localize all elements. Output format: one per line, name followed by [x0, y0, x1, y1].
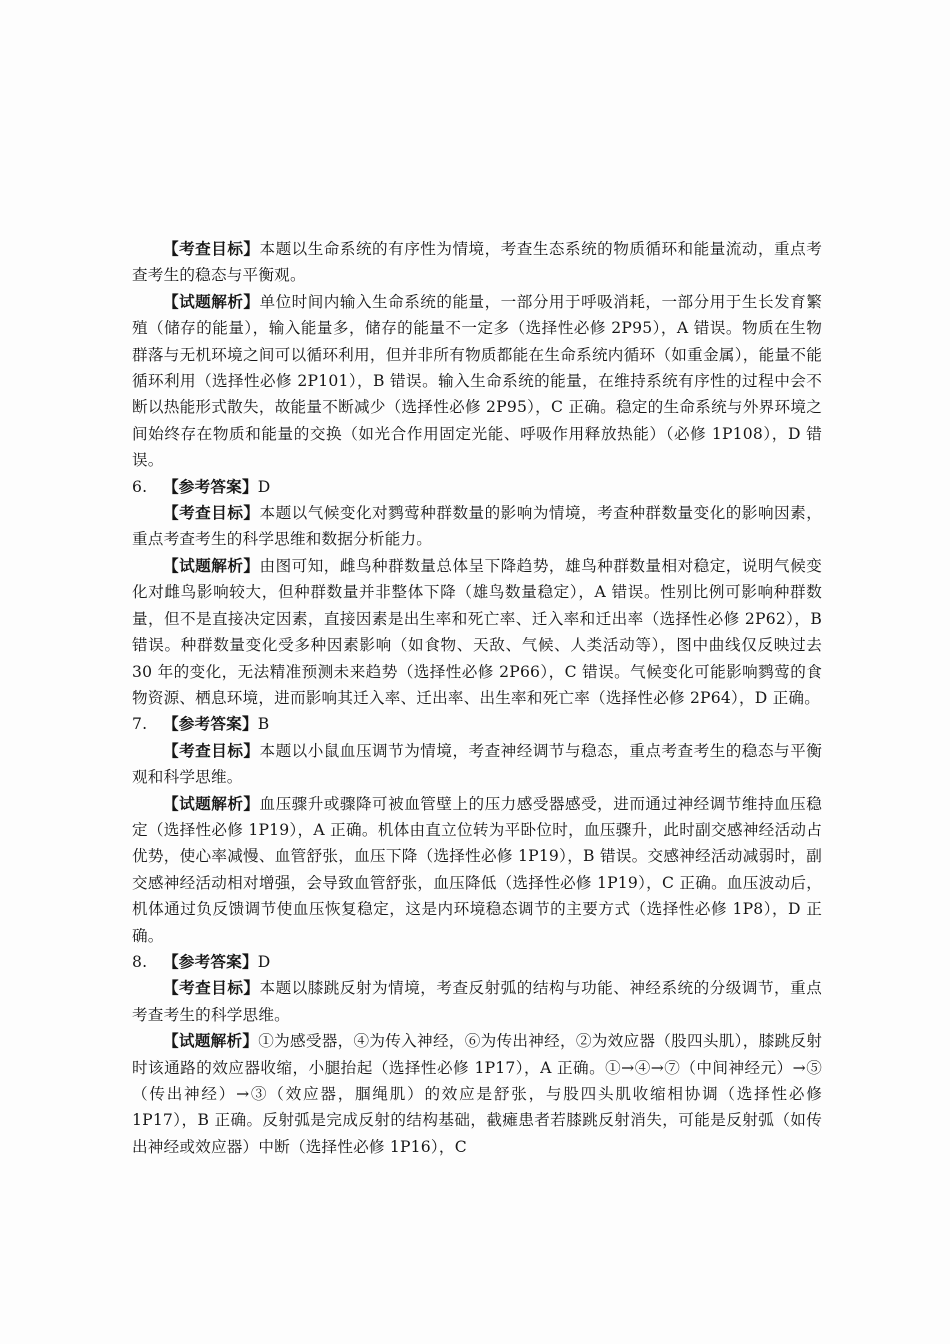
analysis-paragraph — [132, 791, 822, 949]
section-tag: 【考查目标】 — [163, 239, 260, 258]
section-tag: 【参考答案】 — [163, 714, 258, 734]
answer-line — [132, 949, 822, 975]
paragraph-text: 由图可知，雌鸟种群数量总体呈下降趋势，雄鸟种群数量相对稳定，说明气候变化对雌鸟影响较大，但种群数量并非整体下降（雄鸟数量稳定），A 错误。性别比例可影响种群数量，但不是直接决定因素，直接因素是出生率和死亡率、迁入率和迁出率（选择性必修 2P62），B 错误。种群数量变化受多种因素影响（如食物、天敌、气候、人类活动等），图中曲线仅反映过去 30 年的变化，无法精准预测未来趋势（选择性必修 2P66），C 错误。气候变化可能影响鹨莺的食物资源、栖息环境，进而影响其迁入率、迁出率、出生率和死亡率（选择性必修 2P64），D 正确。 — [132, 556, 822, 707]
question-number: 8. — [132, 952, 148, 971]
paragraph-text: 本题以小鼠血压调节为情境，考查神经调节与稳态，重点考查考生的稳态与平衡观和科学思维。 — [132, 741, 822, 787]
paragraph-text: B — [257, 715, 270, 734]
paragraph-text: ①为感受器，④为传入神经，⑥为传出神经，②为效应器（股四头肌），膝跳反射时该通路的效应器收缩，小腿抬起（选择性必修 1P17），A 正确。①→④→⑦（中间神经元）→⑤（传出神经）→③（效应器，腘绳肌）的效应是舒张，与股四头肌收缩相协调（选择性必修 1P17），B 正确。反射弧是完成反射的结构基础，截瘫患者若膝跳反射消失，可能是反射弧（如传出神经或效应器）中断（选择性必修 1P16），C — [132, 1032, 823, 1156]
question-number: 7. — [132, 715, 148, 734]
document-body — [132, 236, 822, 1160]
analysis-paragraph — [132, 500, 822, 553]
analysis-paragraph — [132, 553, 822, 711]
paragraph-text: 本题以生命系统的有序性为情境，考查生态系统的物质循环和能量流动，重点考查考生的稳态与平衡观。 — [132, 240, 822, 285]
section-tag: 【考查目标】 — [163, 978, 260, 998]
analysis-paragraph — [132, 738, 822, 791]
question-number: 6. — [132, 477, 148, 496]
paragraph-text: D — [257, 477, 271, 496]
paragraph-text: 血压骤升或骤降可被血管壁上的压力感受器感受，进而通过神经调节维持血压稳定（选择性必修 1P19），A 正确。机体由直立位转为平卧位时，血压骤升，此时副交感神经活动占优势，使心率减慢、血管舒张，血压下降（选择性必修 1P19），B 错误。交感神经活动减弱时，副交感神经活动相对增强，会导致血管舒张，血压降低（选择性必修 1P19），C 正确。血压波动后，机体通过负反馈调节使血压恢复稳定，这是内环境稳态调节的主要方式（选择性必修 1P8），D 正确。 — [132, 794, 822, 945]
analysis-paragraph — [132, 1028, 822, 1160]
section-tag: 【考查目标】 — [163, 503, 260, 523]
section-tag: 【试题解析】 — [163, 555, 260, 575]
answer-line — [132, 711, 822, 737]
paragraph-text: 本题以膝跳反射为情境，考查反射弧的结构与功能、神经系统的分级调节，重点考查考生的科学思维。 — [132, 979, 822, 1024]
section-tag: 【试题解析】 — [163, 291, 260, 311]
section-tag: 【考查目标】 — [163, 740, 260, 760]
paragraph-text: 本题以气候变化对鹨莺种群数量的影响为情境，考查种群数量变化的影响因素，重点考查考生的科学思维和数据分析能力。 — [132, 504, 822, 549]
section-tag: 【试题解析】 — [163, 793, 260, 813]
section-tag: 【参考答案】 — [163, 951, 258, 971]
answer-line — [132, 474, 822, 500]
paragraph-text: 单位时间内输入生命系统的能量，一部分用于呼吸消耗，一部分用于生长发育繁殖（储存的能量），输入能量多，储存的能量不一定多（选择性必修 2P95），A 错误。物质在生物群落与无机环境之间可以循环利用，但并非所有物质都能在生命系统内循环（如重金属），能量不能循环利用（选择性必修 2P101），B 错误。输入生命系统的能量，在维持系统有序性的过程中会不断以热能形式散失，故能量不断减少（选择性必修 2P95），C 正确。稳定的生命系统与外界环境之间始终存在物质和能量的交换（如光合作用固定光能、呼吸作用释放热能）（必修 1P108），D 错误。 — [132, 292, 822, 470]
analysis-paragraph — [132, 289, 822, 474]
section-tag: 【参考答案】 — [163, 476, 258, 496]
analysis-paragraph — [132, 975, 822, 1028]
section-tag: 【试题解析】 — [163, 1031, 259, 1051]
analysis-paragraph — [132, 236, 822, 289]
paragraph-text: D — [257, 952, 271, 971]
